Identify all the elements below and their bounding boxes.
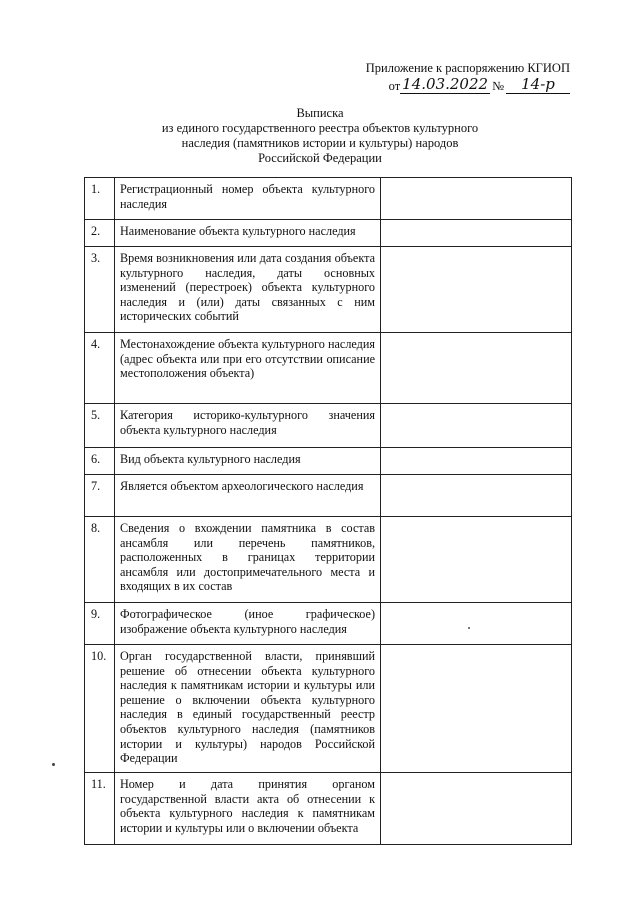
- table-row: [85, 773, 572, 845]
- title-line-2: из единого государственного реестра объектов культурного: [161, 121, 479, 135]
- row-field-label: Наименование объекта культурного наследия: [115, 220, 381, 247]
- appendix-line: Приложение к распоряжению КГИОП: [365, 61, 570, 75]
- table-row: [85, 247, 572, 333]
- row-field-label: Регистрационный номер объекта культурного наследия: [115, 178, 381, 220]
- row-value: [381, 448, 572, 475]
- margin-dot: [52, 763, 55, 766]
- title-line-4: Российской Федерации: [258, 151, 382, 165]
- row-value: [381, 220, 572, 247]
- from-label: от: [388, 79, 401, 93]
- row-number: 3.: [85, 247, 115, 333]
- row-value: [381, 603, 572, 645]
- table-row: [85, 603, 572, 645]
- row-number: 10.: [85, 645, 115, 773]
- row-number: 11.: [85, 773, 115, 845]
- appendix-header: [330, 60, 570, 94]
- row-field-label: Орган государственной власти, принявший решение об отнесении объекта культурного наследия к памятникам истории и культуры или решение о включении объекта культурного наследия в единый государственный реестр объектов культурного наследия (памятников истории и культуры) народов Российской Федерации: [115, 645, 381, 773]
- title-line-1: Выписка: [296, 106, 344, 120]
- table-row: [85, 517, 572, 603]
- row-field-label: Категория историко-культурного значения объекта культурного наследия: [115, 404, 381, 448]
- scan-speck: [468, 627, 470, 629]
- appendix-date-number: [330, 76, 570, 94]
- row-number: 1.: [85, 178, 115, 220]
- table-row: [85, 178, 572, 220]
- row-field-label: Фотографическое (иное графическое) изображение объекта культурного наследия: [115, 603, 381, 645]
- row-field-label: Сведения о вхождении памятника в состав ансамбля или перечень памятников, расположенных в границах территории ансамбля или достопримечательного места и входящих в их состав: [115, 517, 381, 603]
- row-value: [381, 404, 572, 448]
- handwritten-number: 14-р: [506, 76, 570, 94]
- row-number: 4.: [85, 333, 115, 404]
- table-row: [85, 475, 572, 517]
- row-field-label: Местонахождение объекта культурного наследия (адрес объекта или при его отсутствии описание местоположения объекта): [115, 333, 381, 404]
- handwritten-date: 14.03.2022: [402, 75, 489, 93]
- table-row: [85, 404, 572, 448]
- row-value: [381, 178, 572, 220]
- row-number: 5.: [85, 404, 115, 448]
- row-value: [381, 247, 572, 333]
- row-value: [381, 645, 572, 773]
- table-row: [85, 645, 572, 773]
- table-row: [85, 333, 572, 404]
- extract-table: [84, 177, 572, 845]
- row-number: 6.: [85, 448, 115, 475]
- title-line-3: наследия (памятников истории и культуры) народов: [181, 136, 459, 150]
- table-row: [85, 220, 572, 247]
- row-field-label: Является объектом археологического наследия: [115, 475, 381, 517]
- row-number: 8.: [85, 517, 115, 603]
- row-field-label: Время возникновения или дата создания объекта культурного наследия, даты основных изменений (перестроек) объекта культурного наследия и (или) даты связанных с ним исторических событий: [115, 247, 381, 333]
- row-number: 7.: [85, 475, 115, 517]
- row-field-label: Вид объекта культурного наследия: [115, 448, 381, 475]
- row-number: 9.: [85, 603, 115, 645]
- row-value: [381, 773, 572, 845]
- number-label: №: [492, 79, 504, 93]
- row-value: [381, 333, 572, 404]
- document-title: [0, 106, 640, 166]
- row-field-label: Номер и дата принятия органом государственной власти акта об отнесении к объекта культурного наследия к памятникам истории и культуры или о включении объекта: [115, 773, 381, 845]
- row-value: [381, 475, 572, 517]
- table-row: [85, 448, 572, 475]
- row-number: 2.: [85, 220, 115, 247]
- row-value: [381, 517, 572, 603]
